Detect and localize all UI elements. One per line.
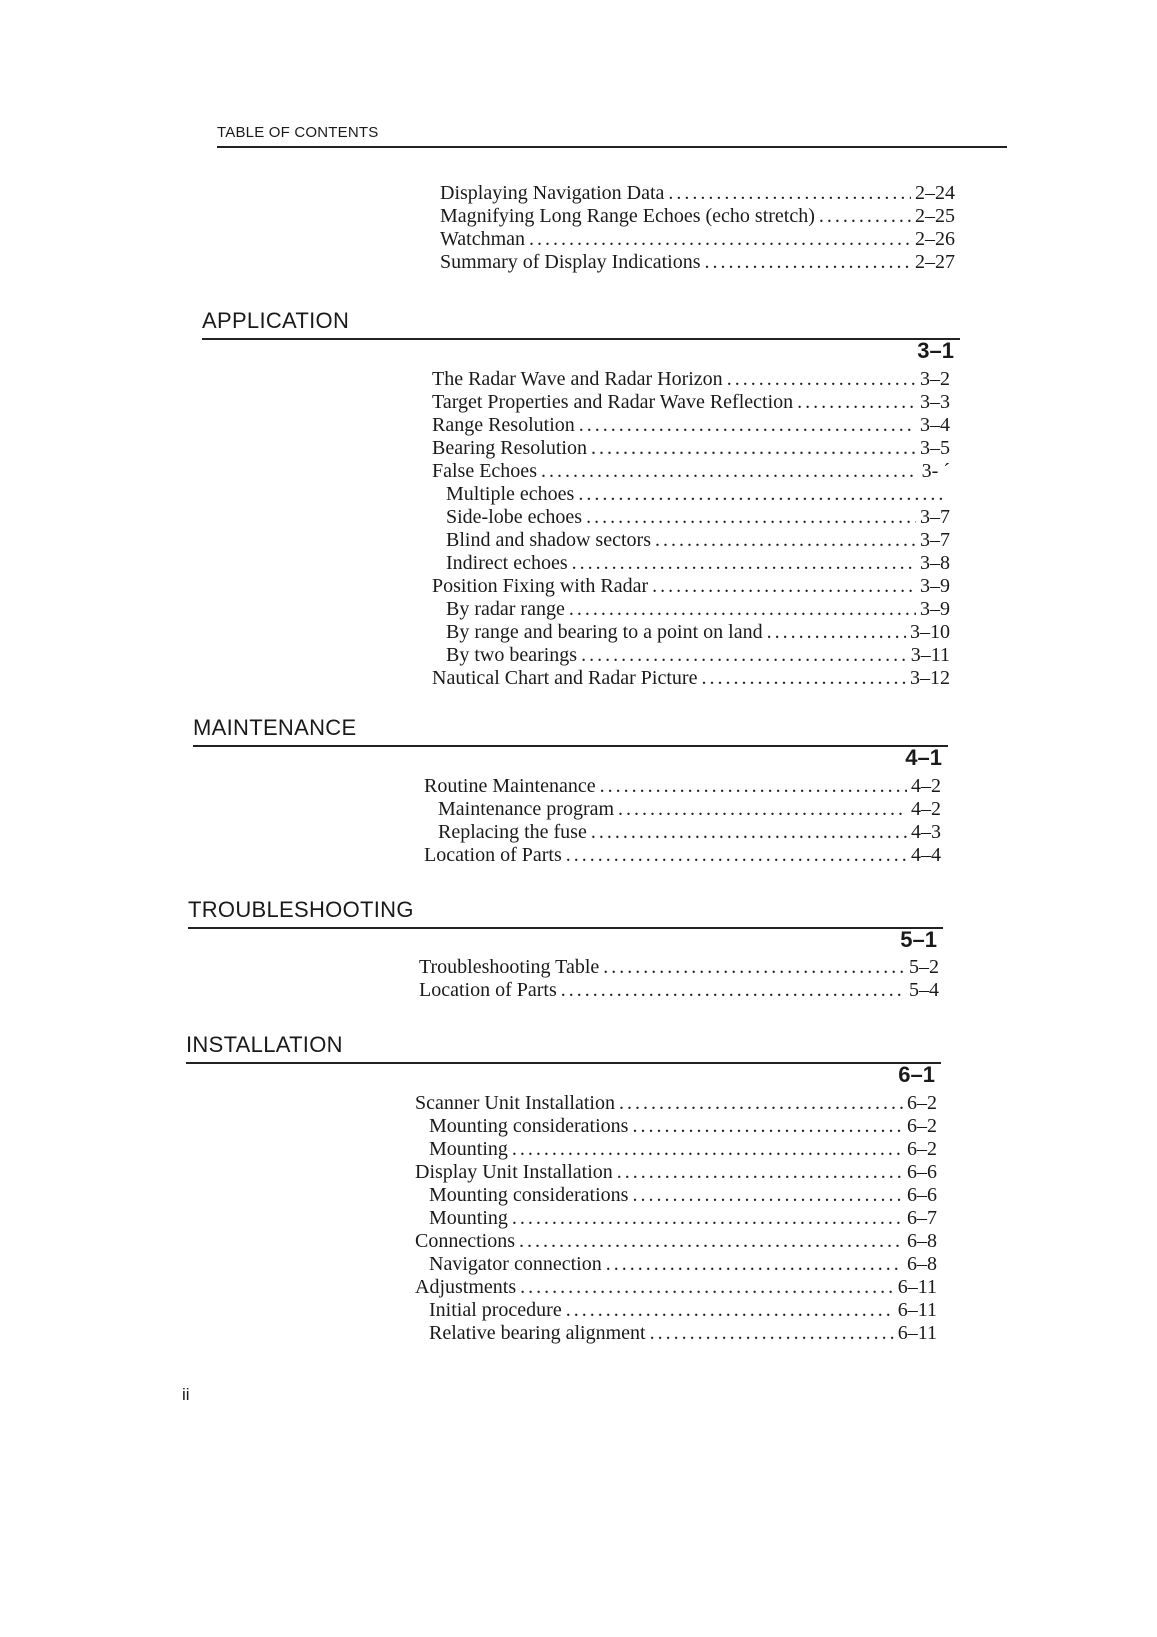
dot-leader xyxy=(668,182,911,205)
application-entries xyxy=(432,368,950,690)
dot-leader xyxy=(541,460,918,483)
section-page: 5–1 xyxy=(900,927,937,952)
toc-entry-page: 6–11 xyxy=(897,1299,937,1321)
toc-entry xyxy=(432,506,950,529)
dot-leader xyxy=(569,598,916,621)
dot-leader xyxy=(603,956,905,979)
toc-entry xyxy=(424,798,941,821)
toc-entry-title: Troubleshooting Table xyxy=(419,956,600,978)
dot-leader xyxy=(632,1115,903,1138)
toc-entry-page: 6–6 xyxy=(907,1184,937,1206)
toc-entry xyxy=(415,1207,937,1230)
toc-entry-title: Bearing Resolution xyxy=(432,437,587,459)
dot-leader xyxy=(701,667,906,690)
toc-entry xyxy=(432,414,950,437)
dot-leader xyxy=(632,1184,903,1207)
toc-entry-page: 3–5 xyxy=(920,437,950,459)
toc-entry-page: 6–8 xyxy=(907,1230,937,1252)
toc-entry-page: 3- ´ xyxy=(921,460,950,482)
toc-entry-page: 4–2 xyxy=(911,775,941,797)
toc-entry-page: 6–6 xyxy=(907,1161,937,1183)
toc-entry-page: 6–7 xyxy=(907,1207,937,1229)
toc-entry-title: Displaying Navigation Data xyxy=(440,182,665,204)
toc-entry-title: Connections xyxy=(415,1230,515,1252)
toc-entry-title: Routine Maintenance xyxy=(424,775,596,797)
toc-entry-page: 3–4 xyxy=(920,414,950,436)
dot-leader xyxy=(566,1299,894,1322)
dot-leader xyxy=(519,1230,903,1253)
toc-entry-title: Replacing the fuse xyxy=(438,821,587,843)
section-troubleshooting xyxy=(188,897,943,957)
header-rule xyxy=(217,146,1007,148)
dot-leader xyxy=(591,437,916,460)
toc-entry-title: Mounting xyxy=(429,1138,508,1160)
toc-entry-title: Range Resolution xyxy=(432,414,575,436)
toc-entry-page: 3–9 xyxy=(920,575,950,597)
toc-entry-title: Nautical Chart and Radar Picture xyxy=(432,667,698,689)
toc-entry-page: 3–8 xyxy=(920,552,950,574)
section-page: 6–1 xyxy=(898,1062,935,1087)
toc-entry-page: 5–2 xyxy=(909,956,939,978)
dot-leader xyxy=(600,775,907,798)
dot-leader xyxy=(819,205,911,228)
toc-entry xyxy=(432,460,950,483)
toc-entry-page: 3–12 xyxy=(910,667,950,689)
toc-entry xyxy=(415,1253,937,1276)
dot-leader xyxy=(617,1161,903,1184)
toc-entry xyxy=(415,1276,937,1299)
section-rule xyxy=(193,745,948,747)
dot-leader xyxy=(529,228,911,251)
toc-entry-title: Initial procedure xyxy=(429,1299,562,1321)
toc-entry xyxy=(415,1138,937,1161)
toc-entry-page: 4–3 xyxy=(911,821,941,843)
dot-leader xyxy=(561,979,905,1002)
section-application xyxy=(202,308,960,368)
toc-entry xyxy=(432,437,950,460)
toc-entry-page: 2–24 xyxy=(915,182,955,204)
intro-entries xyxy=(440,182,955,274)
dot-leader xyxy=(566,844,907,867)
section-rule xyxy=(188,927,943,929)
toc-entry xyxy=(432,483,950,506)
toc-entry-page: 2–26 xyxy=(915,228,955,250)
toc-entry xyxy=(432,621,950,644)
toc-entry xyxy=(440,228,955,251)
toc-entry-page: 4–2 xyxy=(911,798,941,820)
section-rule xyxy=(202,338,960,340)
toc-entry xyxy=(415,1184,937,1207)
dot-leader xyxy=(655,529,916,552)
toc-entry-page: 6–8 xyxy=(907,1253,937,1275)
toc-entry xyxy=(432,575,950,598)
toc-entry-page: 6–2 xyxy=(907,1115,937,1137)
toc-entry-title: Location of Parts xyxy=(419,979,557,1001)
toc-entry-page: 2–25 xyxy=(915,205,955,227)
section-rule xyxy=(186,1062,941,1064)
toc-entry-title: Multiple echoes xyxy=(446,483,575,505)
section-title: APPLICATION xyxy=(202,308,350,333)
dot-leader xyxy=(619,1092,903,1115)
toc-entry xyxy=(432,391,950,414)
section-page: 4–1 xyxy=(905,745,942,770)
toc-entry-page: 6–11 xyxy=(897,1276,937,1298)
toc-entry-page: 3–2 xyxy=(920,368,950,390)
toc-entry-title: Relative bearing alignment xyxy=(429,1322,646,1344)
toc-entry-title: Navigator connection xyxy=(429,1253,602,1275)
dot-leader xyxy=(512,1207,903,1230)
toc-entry-title: Mounting considerations xyxy=(429,1184,629,1206)
toc-entry xyxy=(415,1115,937,1138)
section-page: 3–1 xyxy=(917,338,954,363)
toc-entry-title: Target Properties and Radar Wave Reflection xyxy=(432,391,794,413)
dot-leader xyxy=(512,1138,903,1161)
toc-entry-page: 3–9 xyxy=(920,598,950,620)
toc-entry-title: The Radar Wave and Radar Horizon xyxy=(432,368,723,390)
toc-entry xyxy=(432,368,950,391)
section-installation xyxy=(186,1032,941,1092)
toc-entry-page: 6–11 xyxy=(897,1322,937,1344)
toc-entry-title: Maintenance program xyxy=(438,798,615,820)
toc-entry-title: Display Unit Installation xyxy=(415,1161,613,1183)
toc-entry xyxy=(432,598,950,621)
toc-entry xyxy=(432,552,950,575)
toc-entry xyxy=(432,644,950,667)
toc-entry xyxy=(440,182,955,205)
dot-leader xyxy=(578,483,946,506)
dot-leader xyxy=(572,552,916,575)
toc-entry xyxy=(440,251,955,274)
toc-entry-title: Summary of Display Indications xyxy=(440,251,701,273)
dot-leader xyxy=(581,644,907,667)
dot-leader xyxy=(618,798,907,821)
toc-entry xyxy=(415,1299,937,1322)
toc-entry-page: 3–7 xyxy=(920,506,950,528)
toc-entry xyxy=(432,667,950,690)
dot-leader xyxy=(705,251,911,274)
page-folio: ii xyxy=(182,1385,190,1404)
toc-entry-page: 5–4 xyxy=(909,979,939,1001)
toc-entry xyxy=(415,1322,937,1345)
toc-entry-title: Mounting xyxy=(429,1207,508,1229)
dot-leader xyxy=(591,821,907,844)
dot-leader xyxy=(797,391,916,414)
toc-entry-page: 3–7 xyxy=(920,529,950,551)
running-head: TABLE OF CONTENTS xyxy=(217,124,379,141)
toc-entry-title: Position Fixing with Radar xyxy=(432,575,649,597)
installation-entries xyxy=(415,1092,937,1345)
dot-leader xyxy=(652,575,916,598)
toc-entry-title: By two bearings xyxy=(446,644,578,666)
troubleshooting-entries xyxy=(419,956,939,1002)
toc-entry-title: Adjustments xyxy=(415,1276,517,1298)
toc-entry-page: 6–2 xyxy=(907,1092,937,1114)
toc-entry-title: Mounting considerations xyxy=(429,1115,629,1137)
toc-entry-title: Location of Parts xyxy=(424,844,562,866)
toc-entry-page: 3–3 xyxy=(920,391,950,413)
toc-entry xyxy=(415,1092,937,1115)
toc-entry-title: By radar range xyxy=(446,598,565,620)
dot-leader xyxy=(650,1322,894,1345)
dot-leader xyxy=(586,506,916,529)
section-title: MAINTENANCE xyxy=(193,715,357,740)
toc-entry xyxy=(424,844,941,867)
toc-entry-page: 4–4 xyxy=(911,844,941,866)
toc-entry-title: Side-lobe echoes xyxy=(446,506,583,528)
dot-leader xyxy=(520,1276,894,1299)
dot-leader xyxy=(767,621,906,644)
section-title: TROUBLESHOOTING xyxy=(188,897,414,922)
toc-entry-title: Indirect echoes xyxy=(446,552,568,574)
toc-entry xyxy=(415,1161,937,1184)
toc-entry xyxy=(432,529,950,552)
toc-entry-title: False Echoes xyxy=(432,460,537,482)
toc-entry xyxy=(424,821,941,844)
dot-leader xyxy=(727,368,916,391)
toc-entry xyxy=(419,979,939,1002)
toc-entry-title: Magnifying Long Range Echoes (echo stretch) xyxy=(440,205,815,227)
toc-entry xyxy=(424,775,941,798)
toc-entry-page: 6–2 xyxy=(907,1138,937,1160)
section-maintenance xyxy=(193,715,948,775)
maintenance-entries xyxy=(424,775,941,867)
toc-entry-title: By range and bearing to a point on land xyxy=(446,621,763,643)
toc-entry-page: 3–10 xyxy=(910,621,950,643)
toc-entry-title: Watchman xyxy=(440,228,526,250)
dot-leader xyxy=(606,1253,903,1276)
toc-entry-title: Scanner Unit Installation xyxy=(415,1092,615,1114)
dot-leader xyxy=(579,414,916,437)
toc-entry-title: Blind and shadow sectors xyxy=(446,529,651,551)
toc-entry xyxy=(415,1230,937,1253)
toc-entry-page: 3–11 xyxy=(910,644,950,666)
toc-entry xyxy=(440,205,955,228)
section-title: INSTALLATION xyxy=(186,1032,343,1057)
toc-entry-page: 2–27 xyxy=(915,251,955,273)
toc-entry xyxy=(419,956,939,979)
